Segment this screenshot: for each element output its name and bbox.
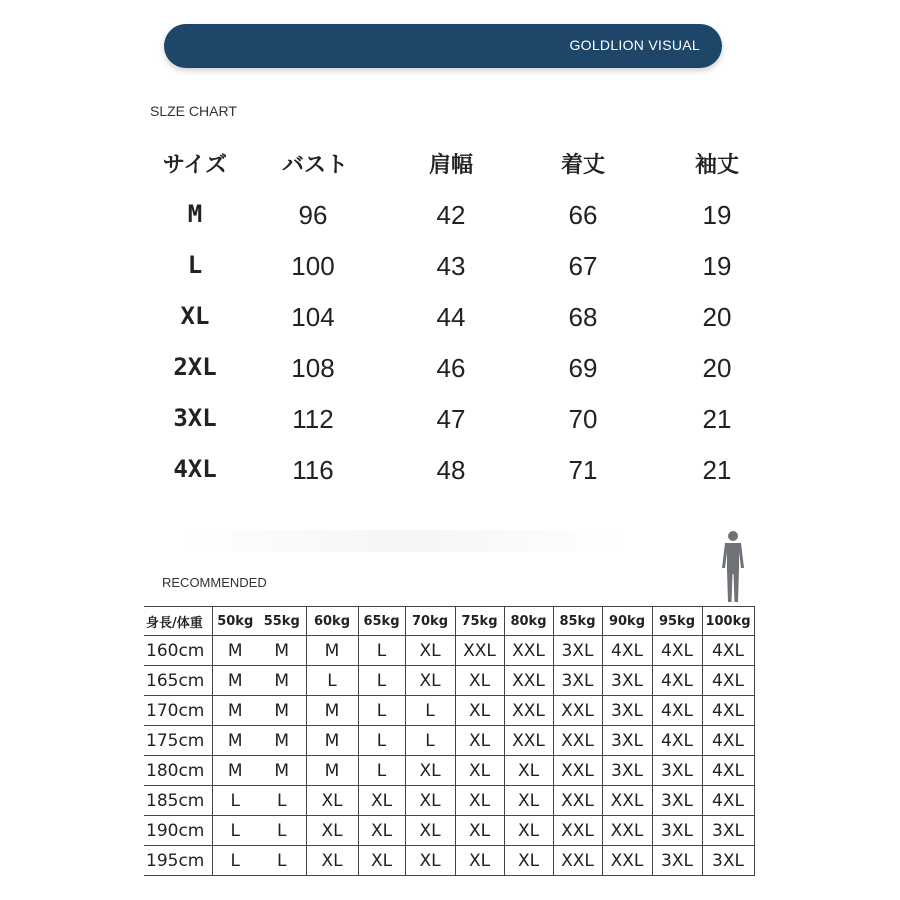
divider xyxy=(178,530,628,552)
recommended-size-cell: M xyxy=(258,636,306,666)
height-cell: 165cm xyxy=(144,666,212,696)
table-row xyxy=(144,786,754,816)
recommended-size-cell: XXL xyxy=(553,696,602,726)
recommended-size-cell: M xyxy=(258,696,306,726)
recommended-size-cell: XXL xyxy=(455,636,504,666)
recommended-size-cell: XXL xyxy=(553,726,602,756)
table-row xyxy=(144,696,754,726)
recommended-size-cell: XXL xyxy=(553,846,602,876)
recommended-size-cell: XL xyxy=(306,846,358,876)
bust-cell: 112 xyxy=(292,404,334,434)
recommended-size-cell: 4XL xyxy=(652,666,702,696)
length-cell: 71 xyxy=(568,455,598,485)
sleeve-cell: 19 xyxy=(702,200,732,230)
recommended-size-cell: XL xyxy=(455,666,504,696)
height-cell: 190cm xyxy=(144,816,212,846)
recommended-size-cell: XL xyxy=(455,696,504,726)
recommended-size-cell: M xyxy=(258,726,306,756)
person-silhouette-icon xyxy=(716,530,750,605)
recommended-size-cell: 4XL xyxy=(652,696,702,726)
weight-header-cell: 95kg xyxy=(652,607,702,636)
height-cell: 170cm xyxy=(144,696,212,726)
recommended-size-cell: 4XL xyxy=(702,696,754,726)
recommended-size-cell: L xyxy=(358,756,405,786)
height-cell: 175cm xyxy=(144,726,212,756)
shoulder-cell: 47 xyxy=(436,404,466,434)
recommended-size-cell: XL xyxy=(358,846,405,876)
recommended-size-cell: XL xyxy=(358,816,405,846)
recommended-size-cell: 3XL xyxy=(602,696,652,726)
recommended-size-cell: 4XL xyxy=(652,726,702,756)
height-cell: 195cm xyxy=(144,846,212,876)
brand-banner xyxy=(164,24,722,68)
recommended-size-cell: XL xyxy=(405,816,455,846)
recommendation-table xyxy=(144,606,755,876)
recommended-size-cell: L xyxy=(306,666,358,696)
recommended-size-cell: M xyxy=(258,756,306,786)
recommended-size-cell: 4XL xyxy=(602,636,652,666)
table-row xyxy=(144,846,754,876)
weight-header-cell: 70kg xyxy=(405,607,455,636)
recommended-size-cell: XXL xyxy=(553,816,602,846)
table-row xyxy=(144,636,754,666)
weight-header-cell: 55kg xyxy=(258,607,306,636)
recommended-size-cell: 3XL xyxy=(602,756,652,786)
recommended-size-cell: 3XL xyxy=(652,846,702,876)
recommended-size-cell: L xyxy=(358,666,405,696)
recommended-size-cell: XXL xyxy=(504,636,553,666)
recommended-size-cell: XL xyxy=(405,786,455,816)
weight-header-cell: 100kg xyxy=(702,607,754,636)
recommended-size-cell: 4XL xyxy=(702,636,754,666)
size-cell: 2XL xyxy=(173,353,217,381)
height-cell: 185cm xyxy=(144,786,212,816)
weight-header-cell: 65kg xyxy=(358,607,405,636)
recommended-size-cell: L xyxy=(405,726,455,756)
size-row xyxy=(140,251,780,302)
recommended-size-cell: L xyxy=(405,696,455,726)
table-row xyxy=(144,756,754,786)
corner-label: 身長/体重 xyxy=(144,607,212,636)
weight-header-cell: 80kg xyxy=(504,607,553,636)
weight-header-cell: 75kg xyxy=(455,607,504,636)
bust-cell: 96 xyxy=(298,200,328,230)
size-cell: 4XL xyxy=(173,455,217,483)
recommended-size-cell: XL xyxy=(405,666,455,696)
recommended-size-cell: XL xyxy=(405,756,455,786)
length-cell: 70 xyxy=(568,404,598,434)
shoulder-cell: 46 xyxy=(436,353,466,383)
bust-cell: 108 xyxy=(291,353,335,383)
header-shoulder: 肩幅 xyxy=(428,153,473,178)
sleeve-cell: 19 xyxy=(702,251,732,281)
weight-header-cell: 85kg xyxy=(553,607,602,636)
length-cell: 68 xyxy=(568,302,598,332)
header-size: サイズ xyxy=(162,153,228,178)
size-row xyxy=(140,404,780,455)
recommended-size-cell: 3XL xyxy=(702,816,754,846)
size-chart-table xyxy=(140,140,780,506)
header-sleeve: 袖丈 xyxy=(694,153,739,178)
recommended-size-cell: 3XL xyxy=(652,816,702,846)
table-row xyxy=(144,816,754,846)
recommended-size-cell: 4XL xyxy=(652,636,702,666)
recommended-size-cell: M xyxy=(212,666,258,696)
recommended-size-cell: XL xyxy=(306,816,358,846)
recommended-size-cell: M xyxy=(306,696,358,726)
recommended-size-cell: 4XL xyxy=(702,786,754,816)
recommended-size-cell: XL xyxy=(455,756,504,786)
sleeve-cell: 21 xyxy=(702,455,732,485)
size-chart-header xyxy=(140,140,780,200)
recommended-size-cell: M xyxy=(306,636,358,666)
recommended-title: RECOMMENDED xyxy=(162,575,267,590)
bust-cell: 116 xyxy=(292,455,334,485)
recommended-size-cell: XL xyxy=(358,786,405,816)
recommended-size-cell: M xyxy=(258,666,306,696)
recommended-size-cell: XL xyxy=(405,846,455,876)
recommended-size-cell: XXL xyxy=(602,816,652,846)
recommended-size-cell: L xyxy=(258,846,306,876)
weight-header-cell: 90kg xyxy=(602,607,652,636)
length-cell: 69 xyxy=(568,353,598,383)
recommended-size-cell: XL xyxy=(455,816,504,846)
recommended-size-cell: XXL xyxy=(553,756,602,786)
sleeve-cell: 20 xyxy=(702,302,732,332)
size-cell: 3XL xyxy=(173,404,217,432)
recommended-size-cell: XXL xyxy=(504,666,553,696)
recommended-size-cell: L xyxy=(358,696,405,726)
recommended-size-cell: 3XL xyxy=(553,666,602,696)
length-cell: 67 xyxy=(568,251,598,281)
weight-header-row xyxy=(144,607,754,636)
recommended-size-cell: 3XL xyxy=(602,726,652,756)
recommended-size-cell: L xyxy=(212,786,258,816)
recommended-size-cell: M xyxy=(212,696,258,726)
recommended-size-cell: 4XL xyxy=(702,756,754,786)
recommended-size-cell: L xyxy=(212,846,258,876)
height-cell: 160cm xyxy=(144,636,212,666)
recommended-size-cell: XXL xyxy=(504,696,553,726)
shoulder-cell: 43 xyxy=(436,251,466,281)
size-row xyxy=(140,353,780,404)
weight-header-cell: 50kg xyxy=(212,607,258,636)
sleeve-cell: 20 xyxy=(702,353,732,383)
recommended-size-cell: L xyxy=(258,786,306,816)
recommended-size-cell: XL xyxy=(504,846,553,876)
recommended-size-cell: XL xyxy=(455,846,504,876)
bust-cell: 104 xyxy=(291,302,335,332)
size-chart-title: SLZE CHART xyxy=(150,103,237,119)
recommended-size-cell: 4XL xyxy=(702,666,754,696)
recommended-size-cell: XL xyxy=(306,786,358,816)
header-bust: バスト xyxy=(281,153,348,178)
recommended-size-cell: 3XL xyxy=(702,846,754,876)
recommended-size-cell: M xyxy=(212,756,258,786)
size-cell: XL xyxy=(180,302,210,330)
table-row xyxy=(144,666,754,696)
recommended-size-cell: XXL xyxy=(602,846,652,876)
brand-name: GOLDLION VISUAL xyxy=(569,37,700,53)
recommended-size-cell: 3XL xyxy=(652,786,702,816)
size-cell: L xyxy=(187,251,203,279)
length-cell: 66 xyxy=(568,200,598,230)
recommended-size-cell: XXL xyxy=(553,786,602,816)
recommended-size-cell: XL xyxy=(504,756,553,786)
shoulder-cell: 44 xyxy=(436,302,466,332)
height-cell: 180cm xyxy=(144,756,212,786)
recommended-size-cell: 3XL xyxy=(602,666,652,696)
recommended-size-cell: M xyxy=(212,726,258,756)
recommended-size-cell: M xyxy=(306,756,358,786)
recommended-size-cell: XL xyxy=(504,786,553,816)
header-length: 着丈 xyxy=(560,153,605,178)
recommended-size-cell: 3XL xyxy=(652,756,702,786)
recommended-size-cell: XL xyxy=(455,786,504,816)
size-row xyxy=(140,200,780,251)
size-row xyxy=(140,302,780,353)
table-row xyxy=(144,726,754,756)
bust-cell: 100 xyxy=(291,251,335,281)
recommended-size-cell: XL xyxy=(405,636,455,666)
recommended-size-cell: L xyxy=(258,816,306,846)
recommended-size-cell: XXL xyxy=(504,726,553,756)
recommended-size-cell: L xyxy=(212,816,258,846)
recommended-size-cell: L xyxy=(358,726,405,756)
recommended-size-cell: L xyxy=(358,636,405,666)
recommended-size-cell: 4XL xyxy=(702,726,754,756)
recommended-size-cell: XL xyxy=(455,726,504,756)
size-row xyxy=(140,455,780,506)
shoulder-cell: 48 xyxy=(436,455,466,485)
weight-header-cell: 60kg xyxy=(306,607,358,636)
size-cell: M xyxy=(187,200,203,228)
shoulder-cell: 42 xyxy=(436,200,466,230)
recommended-size-cell: 3XL xyxy=(553,636,602,666)
sleeve-cell: 21 xyxy=(702,404,732,434)
recommended-size-cell: XXL xyxy=(602,786,652,816)
recommended-size-cell: XL xyxy=(504,816,553,846)
recommended-size-cell: M xyxy=(306,726,358,756)
recommended-size-cell: M xyxy=(212,636,258,666)
